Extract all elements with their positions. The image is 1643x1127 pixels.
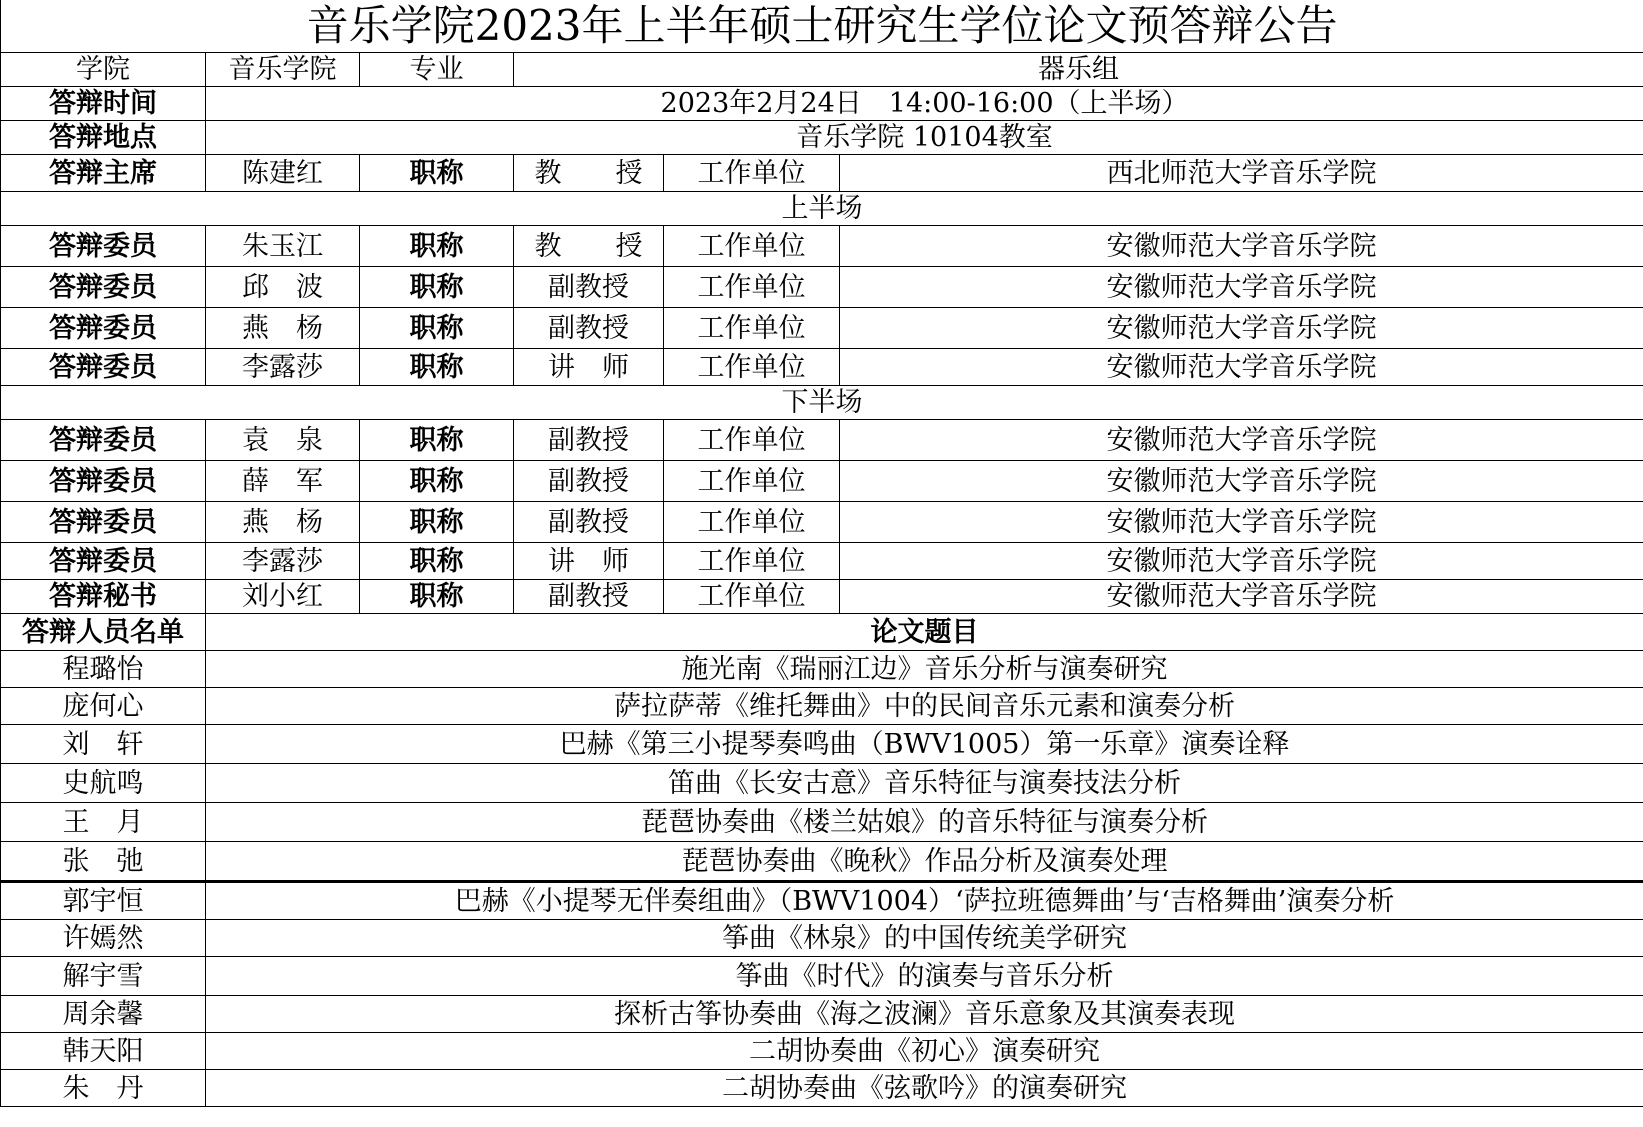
member-role: 答辩委员 — [1, 308, 206, 349]
candidate-row — [1, 651, 1643, 688]
candidate-name: 许嫣然 — [1, 920, 206, 957]
chair-title-label: 职称 — [360, 155, 514, 192]
member-role: 答辩委员 — [1, 502, 206, 543]
candidate-row — [1, 842, 1643, 882]
member-name: 袁 泉 — [206, 420, 360, 461]
candidate-name: 周余馨 — [1, 996, 206, 1033]
member-title-label: 职称 — [360, 420, 514, 461]
member-unit-label: 工作单位 — [664, 420, 840, 461]
candidate-name: 韩天阳 — [1, 1033, 206, 1070]
candidate-row — [1, 688, 1643, 725]
thesis-topic: 二胡协奏曲《初心》演奏研究 — [206, 1033, 1643, 1070]
member-unit: 安徽师范大学音乐学院 — [840, 349, 1643, 386]
thesis-topic: 巴赫《第三小提琴奏鸣曲（BWV1005）第一乐章》演奏诠释 — [206, 725, 1643, 764]
thesis-topic: 琵琶协奏曲《晚秋》作品分析及演奏处理 — [206, 842, 1643, 882]
candidate-row — [1, 803, 1643, 842]
member-unit-label: 工作单位 — [664, 502, 840, 543]
committee-row — [1, 543, 1643, 580]
candidate-row — [1, 1033, 1643, 1070]
chair-title: 教 授 — [514, 155, 664, 192]
time-label: 答辩时间 — [1, 87, 206, 121]
candidate-name: 解宇雪 — [1, 957, 206, 996]
member-name: 李露莎 — [206, 543, 360, 580]
member-name: 薛 军 — [206, 461, 360, 502]
member-role: 答辩委员 — [1, 420, 206, 461]
page-title: 音乐学院2023年上半年硕士研究生学位论文预答辩公告 — [1, 0, 1643, 53]
secretary-role: 答辩秘书 — [1, 580, 206, 614]
thesis-topic: 二胡协奏曲《弦歌吟》的演奏研究 — [206, 1070, 1643, 1107]
member-unit-label: 工作单位 — [664, 461, 840, 502]
member-unit: 安徽师范大学音乐学院 — [840, 580, 1643, 614]
place-value: 音乐学院 10104教室 — [206, 121, 1643, 155]
member-title: 讲 师 — [514, 543, 664, 580]
member-unit: 安徽师范大学音乐学院 — [840, 461, 1643, 502]
member-name: 邱 波 — [206, 267, 360, 308]
chair-row — [1, 155, 1643, 192]
candidate-row — [1, 882, 1643, 920]
committee-row — [1, 461, 1643, 502]
candidate-name: 程璐怡 — [1, 651, 206, 688]
member-title-label: 职称 — [360, 349, 514, 386]
member-title-label: 职称 — [360, 308, 514, 349]
member-name: 朱玉江 — [206, 226, 360, 267]
member-title: 副教授 — [514, 308, 664, 349]
candidate-row — [1, 920, 1643, 957]
member-unit-label: 工作单位 — [664, 226, 840, 267]
thesis-topic: 探析古筝协奏曲《海之波澜》音乐意象及其演奏表现 — [206, 996, 1643, 1033]
candidate-row — [1, 764, 1643, 803]
committee-row — [1, 267, 1643, 308]
member-unit: 安徽师范大学音乐学院 — [840, 543, 1643, 580]
member-unit-label: 工作单位 — [664, 267, 840, 308]
thesis-topic: 筝曲《林泉》的中国传统美学研究 — [206, 920, 1643, 957]
member-title-label: 职称 — [360, 267, 514, 308]
candidate-name: 郭宇恒 — [1, 882, 206, 920]
member-title-label: 职称 — [360, 226, 514, 267]
committee-row — [1, 308, 1643, 349]
member-title-label: 职称 — [360, 461, 514, 502]
candidate-name: 刘 轩 — [1, 725, 206, 764]
member-title: 副教授 — [514, 461, 664, 502]
time-row — [1, 87, 1643, 121]
member-role: 答辩委员 — [1, 226, 206, 267]
member-unit-label: 工作单位 — [664, 580, 840, 614]
member-unit-label: 工作单位 — [664, 308, 840, 349]
committee-row — [1, 420, 1643, 461]
member-title: 副教授 — [514, 502, 664, 543]
first-half-heading-row — [1, 192, 1643, 226]
college-value: 音乐学院 — [206, 53, 360, 87]
member-unit: 安徽师范大学音乐学院 — [840, 267, 1643, 308]
candidate-name: 王 月 — [1, 803, 206, 842]
committee-row — [1, 502, 1643, 543]
second-half-heading: 下半场 — [1, 386, 1643, 420]
chair-unit: 西北师范大学音乐学院 — [840, 155, 1643, 192]
candidate-row — [1, 1070, 1643, 1107]
member-name: 燕 杨 — [206, 502, 360, 543]
candidate-row — [1, 957, 1643, 996]
place-label: 答辩地点 — [1, 121, 206, 155]
member-unit-label: 工作单位 — [664, 349, 840, 386]
committee-row — [1, 226, 1643, 267]
member-title: 副教授 — [514, 420, 664, 461]
candidate-name: 史航鸣 — [1, 764, 206, 803]
first-half-heading: 上半场 — [1, 192, 1643, 226]
thesis-topic: 萨拉萨蒂《维托舞曲》中的民间音乐元素和演奏分析 — [206, 688, 1643, 725]
thesis-topic: 琵琶协奏曲《楼兰姑娘》的音乐特征与演奏分析 — [206, 803, 1643, 842]
thesis-topic: 巴赫《小提琴无伴奏组曲》（BWV1004）‘萨拉班德舞曲’与‘吉格舞曲’演奏分析 — [206, 882, 1643, 920]
college-label: 学院 — [1, 53, 206, 87]
member-unit: 安徽师范大学音乐学院 — [840, 502, 1643, 543]
member-role: 答辩委员 — [1, 543, 206, 580]
member-title: 教 授 — [514, 226, 664, 267]
thesis-topic: 施光南《瑞丽江边》音乐分析与演奏研究 — [206, 651, 1643, 688]
member-unit: 安徽师范大学音乐学院 — [840, 308, 1643, 349]
member-title-label: 职称 — [360, 502, 514, 543]
member-unit-label: 工作单位 — [664, 543, 840, 580]
member-unit: 安徽师范大学音乐学院 — [840, 226, 1643, 267]
candidates-topic-header: 论文题目 — [206, 614, 1643, 651]
candidate-row — [1, 725, 1643, 764]
member-title-label: 职称 — [360, 580, 514, 614]
major-value: 器乐组 — [514, 53, 1643, 87]
header-row — [1, 53, 1643, 87]
candidate-name: 朱 丹 — [1, 1070, 206, 1107]
candidate-name: 庞何心 — [1, 688, 206, 725]
member-unit: 安徽师范大学音乐学院 — [840, 420, 1643, 461]
member-role: 答辩委员 — [1, 349, 206, 386]
member-name: 李露莎 — [206, 349, 360, 386]
member-title-label: 职称 — [360, 543, 514, 580]
time-value: 2023年2月24日 14:00-16:00（上半场） — [206, 87, 1643, 121]
committee-row — [1, 349, 1643, 386]
committee-row — [1, 580, 1643, 614]
major-label: 专业 — [360, 53, 514, 87]
member-title: 副教授 — [514, 267, 664, 308]
candidates-header-row — [1, 614, 1643, 651]
member-name: 燕 杨 — [206, 308, 360, 349]
member-title: 副教授 — [514, 580, 664, 614]
thesis-topic: 笛曲《长安古意》音乐特征与演奏技法分析 — [206, 764, 1643, 803]
member-title: 讲 师 — [514, 349, 664, 386]
candidate-name: 张 弛 — [1, 842, 206, 882]
member-role: 答辩委员 — [1, 461, 206, 502]
place-row — [1, 121, 1643, 155]
candidate-row — [1, 996, 1643, 1033]
second-half-heading-row — [1, 386, 1643, 420]
thesis-topic: 筝曲《时代》的演奏与音乐分析 — [206, 957, 1643, 996]
chair-role: 答辩主席 — [1, 155, 206, 192]
member-name: 刘小红 — [206, 580, 360, 614]
chair-unit-label: 工作单位 — [664, 155, 840, 192]
candidates-name-header: 答辩人员名单 — [1, 614, 206, 651]
chair-name: 陈建红 — [206, 155, 360, 192]
member-role: 答辩委员 — [1, 267, 206, 308]
